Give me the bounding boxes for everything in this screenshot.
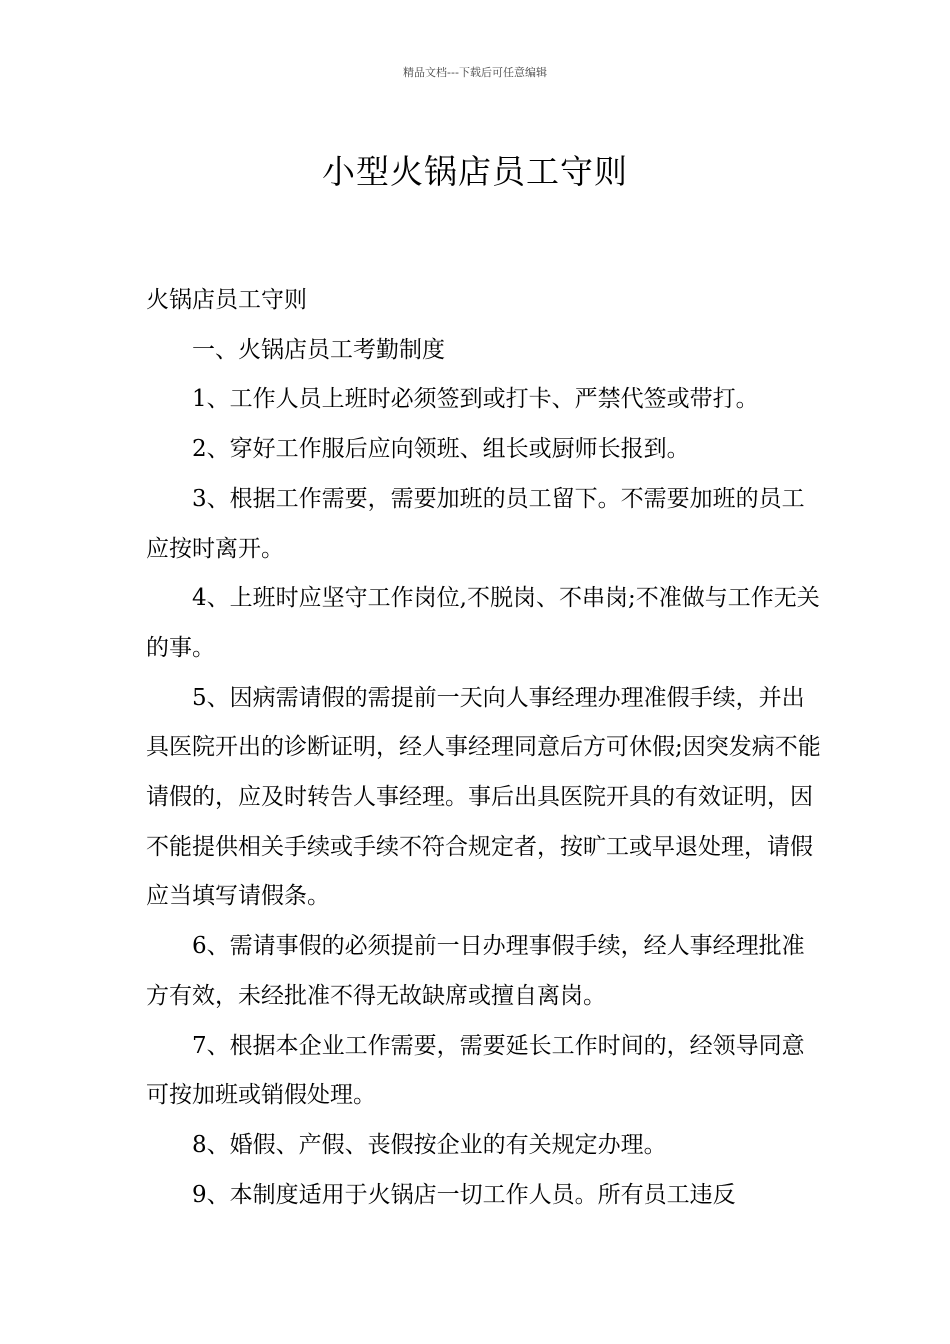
rule-item-5: 5、因病需请假的需提前一天向人事经理办理准假手续，并出具医院开出的诊断证明，经人事经理同意后方可休假;因突发病不能请假的，应及时转告人事经理。事后出具医院开具的有效证明，因不能提供相关手续或手续不符合规定者，按旷工或早退处理，请假应当填写请假条。	[146, 684, 821, 910]
rule-item-9: 9、本制度适用于火锅店一切工作人员。所有员工违反	[192, 1181, 736, 1208]
header-note: 精品文档---下载后可任意编辑	[403, 66, 547, 79]
rule-item-1: 1、工作人员上班时必须签到或打卡、严禁代签或带打。	[192, 386, 759, 413]
rule-item-8: 8、婚假、产假、丧假按企业的有关规定办理。	[192, 1131, 667, 1158]
rule-item-6: 6、需请事假的必须提前一日办理事假手续，经人事经理批准方有效，未经批准不得无故缺席或擅自离岗。	[146, 933, 805, 1009]
rule-item-2: 2、穿好工作服后应向领班、组长或厨师长报到。	[192, 436, 690, 463]
subsection-heading: 一、火锅店员工考勤制度	[192, 336, 445, 363]
rule-item-3: 3、根据工作需要，需要加班的员工留下。不需要加班的员工应按时离开。	[146, 485, 805, 562]
rule-item-7: 7、根据本企业工作需要，需要延长工作时间的，经领导同意可按加班或销假处理。	[146, 1032, 805, 1109]
document-title: 小型火锅店员工守则	[322, 152, 628, 192]
document-body	[146, 276, 826, 1220]
rule-item-4: 4、上班时应坚守工作岗位,不脱岗、不串岗;不准做与工作无关的事。	[146, 585, 820, 661]
section-heading: 火锅店员工守则	[146, 287, 307, 313]
